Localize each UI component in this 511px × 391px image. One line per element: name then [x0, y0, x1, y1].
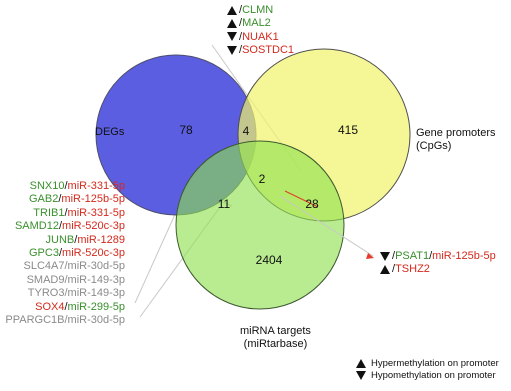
legend-hypo-label: Hypomethylation on promoter: [371, 370, 496, 381]
top-gene-list: [227, 4, 294, 58]
promoters-label: [416, 127, 495, 153]
gene-name: SOX4: [35, 300, 65, 313]
count-promoters-mirna: 28: [305, 197, 319, 211]
gene-name: MAL2: [242, 17, 271, 30]
mirna-name: miR-1289: [77, 233, 125, 246]
triangle-up-icon: [227, 6, 237, 15]
right-gene-list: [380, 250, 496, 277]
right-gene-row: [380, 250, 496, 263]
mirna-name: miR-125b-5p: [61, 193, 125, 206]
gene-mirna-row: [5, 207, 125, 220]
slash-separator: /: [64, 314, 68, 327]
mirna-name: miR-149-3p: [67, 273, 125, 286]
triangle-up-icon: [227, 19, 237, 28]
top-gene-row: [227, 4, 294, 17]
gene-name: SMAD9: [26, 273, 65, 286]
methylation-legend: [356, 358, 499, 382]
gene-mirna-row: [5, 301, 125, 314]
slash-separator: /: [239, 4, 243, 16]
mirna-label-line2: (miRtarbase): [243, 338, 308, 350]
gene-name: SAMD12: [14, 220, 59, 233]
gene-name: GPC3: [29, 247, 59, 260]
mirna-name: miR-299-5p: [67, 300, 125, 313]
count-degs-only: 78: [179, 123, 193, 137]
top-gene-row: [227, 31, 294, 44]
count-all-three: 2: [258, 172, 266, 186]
gene-mirna-row: [5, 220, 125, 233]
triangle-up-icon: [356, 359, 366, 368]
triangle-up-icon: [380, 265, 390, 274]
slash-separator: /: [64, 273, 68, 286]
triangle-down-icon: [227, 32, 237, 41]
gene-mirna-row: [5, 247, 125, 260]
triangle-down-icon: [227, 46, 237, 55]
slash-separator: /: [239, 44, 243, 57]
slash-separator: /: [74, 233, 78, 246]
gene-mirna-row: [5, 314, 125, 327]
slash-separator: /: [429, 250, 433, 262]
mirna-name: miR-30d-5p: [67, 260, 125, 273]
mirna-circle: [176, 141, 344, 309]
promoters-label-line1: Gene promoters: [416, 127, 496, 139]
count-degs-mirna: 11: [217, 197, 231, 211]
gene-name: TSHZ2: [395, 263, 430, 276]
slash-separator: /: [64, 180, 68, 192]
mirna-name: miR-125b-5p: [432, 250, 496, 262]
mirna-name: miR-331-5p: [67, 180, 125, 192]
gene-name: SOSTDC1: [242, 44, 295, 57]
slash-separator: /: [64, 287, 68, 300]
slash-separator: /: [64, 260, 68, 273]
gene-name: TYRO3: [27, 287, 65, 300]
slash-separator: /: [58, 247, 63, 260]
promoters-label-line2: (CpGs): [416, 140, 452, 152]
count-degs-promoters: 4: [242, 124, 250, 138]
legend-row-hyper: [356, 358, 499, 370]
gene-mirna-row: [5, 234, 125, 247]
slash-separator: /: [64, 206, 68, 219]
left-gene-list: [5, 180, 125, 327]
count-mirna-only: 2404: [255, 253, 283, 267]
slash-separator: /: [239, 30, 243, 43]
mirna-label: [240, 325, 311, 351]
slash-separator: /: [239, 17, 243, 30]
gene-mirna-row: [5, 193, 125, 206]
mirna-name: miR-520c-3p: [62, 220, 125, 233]
top-gene-row: [227, 17, 294, 30]
mirna-name: miR-149-3p: [67, 287, 125, 300]
gene-name: PSAT1: [395, 250, 430, 262]
slash-separator: /: [64, 300, 68, 313]
triangle-down-icon: [356, 371, 366, 380]
right-gene-row: [380, 263, 496, 276]
gene-mirna-row: [5, 260, 125, 273]
triangle-down-icon: [380, 252, 390, 261]
gene-name: SLC4A7: [23, 260, 65, 273]
gene-name: CLMN: [242, 4, 274, 16]
gene-mirna-row: [5, 274, 125, 287]
legend-hyper-label: Hypermethylation on promoter: [371, 358, 499, 369]
top-gene-row: [227, 44, 294, 57]
mirna-name: miR-30d-5p: [67, 314, 125, 327]
slash-separator: /: [392, 263, 396, 276]
slash-separator: /: [392, 250, 396, 262]
slash-separator: /: [58, 193, 62, 206]
gene-name: JUNB: [45, 233, 75, 246]
gene-mirna-row: [5, 287, 125, 300]
mirna-name: miR-331-5p: [67, 206, 125, 219]
gene-name: SNX10: [29, 180, 65, 192]
mirna-name: miR-520c-3p: [62, 247, 125, 260]
gene-name: NUAK1: [242, 30, 279, 43]
mirna-label-line1: miRNA targets: [240, 325, 311, 337]
gene-name: TRIB1: [33, 206, 65, 219]
gene-name: GAB2: [28, 193, 59, 206]
degs-label: DEGs: [95, 126, 125, 138]
legend-row-hypo: [356, 370, 499, 382]
count-promoters-only: 415: [337, 123, 359, 137]
slash-separator: /: [58, 220, 63, 233]
gene-mirna-row: [5, 180, 125, 193]
gene-name: PPARGC1B: [5, 314, 65, 327]
